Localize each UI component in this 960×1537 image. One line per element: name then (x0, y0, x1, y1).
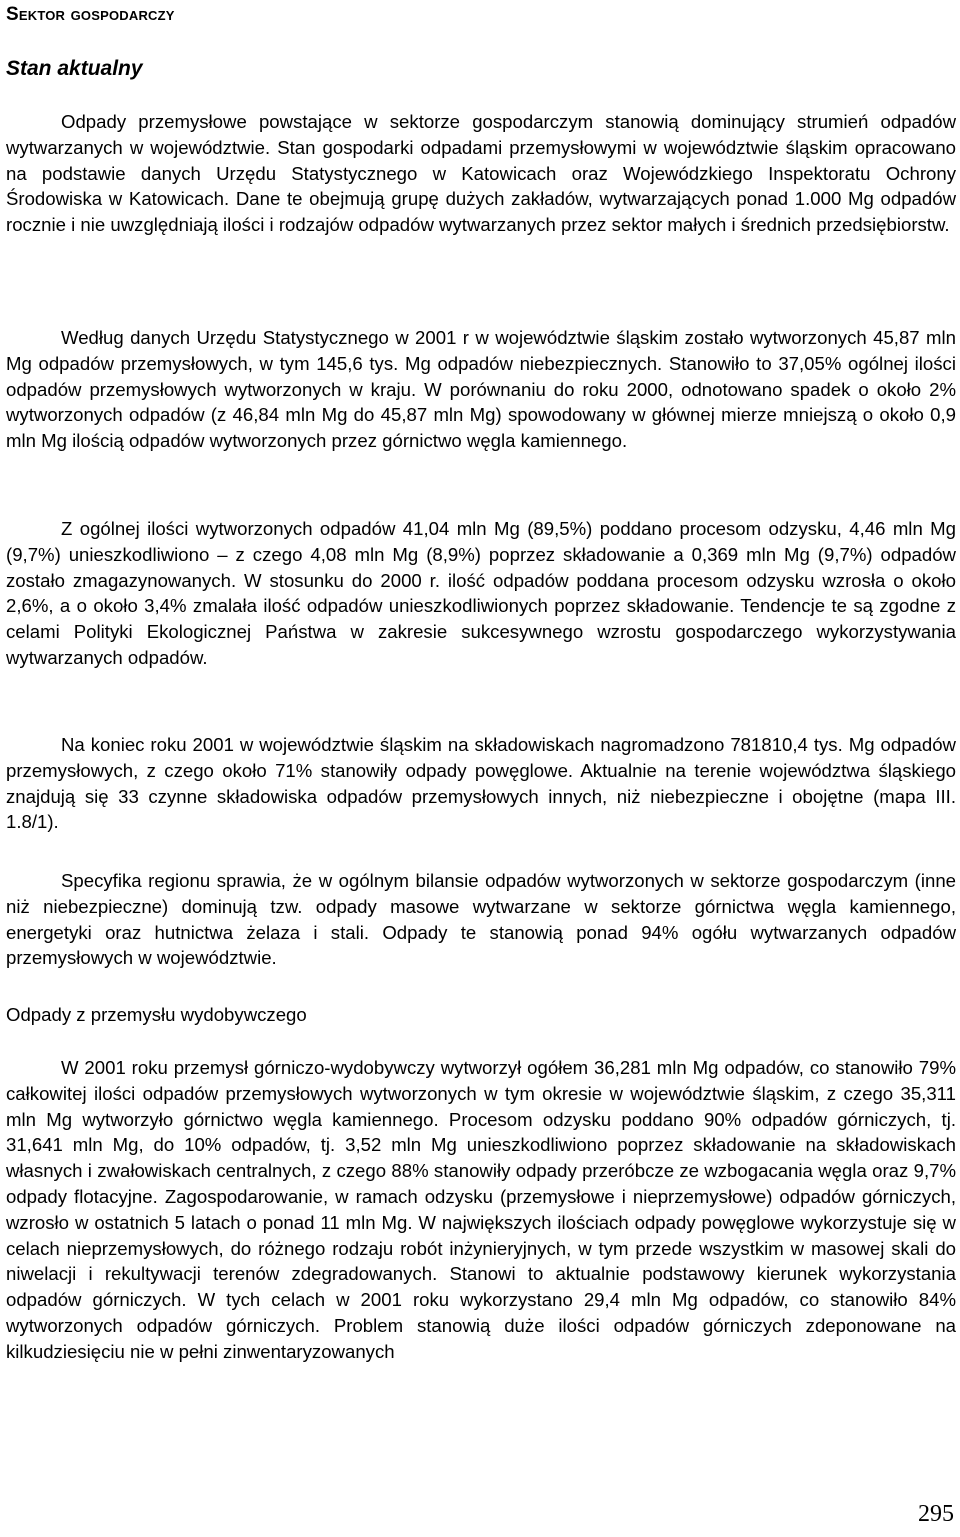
paragraph-5: Specyfika regionu sprawia, że w ogólnym bilansie odpadów wytworzonych w sektorze gospodarczym (inne niż niebezpieczne) dominują tzw. odpady masowe wytwarzane w sektorze górnictwa węgla kamiennego, energetyki oraz hutnictwa żelaza i stali. Odpady te stanowią ponad 94% ogółu wytwarzanych odpadów przemysłowych w województwie. (6, 870, 956, 969)
document-page (6, 0, 956, 1537)
paragraph-2: Według danych Urzędu Statystycznego w 2001 r w województwie śląskim zostało wytworzonych 45,87 mln Mg odpadów przemysłowych, w tym 145,6 tys. Mg odpadów niebezpiecznych. Stanowiło to 37,05% ogólnej ilości odpadów przemysłowych wytworzonych w kraju. W porównaniu do roku 2000, odnotowano spadek o około 2% wytworzonych odpadów (z 46,84 mln Mg do 45,87 mln Mg) spowodowany w głównej mierze mniejszą o około 0,9 mln Mg ilością odpadów wytworzonych przez górnictwo węgla kamiennego. (6, 327, 956, 452)
paragraph-3: Z ogólnej ilości wytworzonych odpadów 41,04 mln Mg (89,5%) poddano procesom odzysku, 4,46 mln Mg (9,7%) unieszkodliwiono – z czego 4,08 mln Mg (8,9%) poprzez składowanie a 0,369 mln Mg (9,7%) odpadów zostało zmagazynowanych. W stosunku do 2000 r. ilość odpadów poddana procesom odzysku wzrosła o około 2,6%, a o około 3,4% zmalała ilość odpadów unieszkodliwionych poprzez składowanie. Tendencje te są zgodne z celami Polityki Ekologicznej Państwa w zakresie sukcesywnego wzrostu gospodarczego wykorzystywania wytwarzanych odpadów. (6, 518, 956, 668)
subsection-title: Stan aktualny (6, 57, 143, 80)
paragraph-mining: W 2001 roku przemysł górniczo-wydobywczy wytworzył ogółem 36,281 mln Mg odpadów, co stanowiło 79% całkowitej ilości odpadów przemysłowych wytworzonych w tym okresie w województwie śląskim, z czego 35,311 mln Mg wytworzyło górnictwo węgla kamiennego. Procesom odzysku poddano 90% odpadów górniczych, tj. 31,641 mln Mg, do 10% odpadów, tj. 3,52 mln Mg unieszkodliwiono poprzez składowanie na składowiskach własnych i zwałowiskach centralnych, z czego 88% stanowiły odpady przeróbcze ze wzbogacania węgla oraz 9,7% odpady flotacyjne. Zagospodarowanie, w ramach odzysku (przemysłowe i nieprzemysłowe) odpadów górniczych, wzrosło w ostatnich 5 latach o ponad 11 mln Mg. W największych ilościach odpady powęglowe wykorzystuje się w celach nieprzemysłowych, do różnego rodzaju robót inżynieryjnych, w tym przede wszystkim w masowej skali do niwelacji i rekultywacji terenów zdegradowanych. Stanowi to aktualnie podstawowy kierunek wykorzystania odpadów górniczych. W tych celach w 2001 roku wykorzystano 29,4 mln Mg odpadów, co stanowiło 84% wytworzonych odpadów górniczych. Problem stanowią duże ilości odpadów górniczych zdeponowane na kilkudziesięciu nie w pełni zinwentaryzowanych (6, 1057, 956, 1362)
mining-waste-heading: Odpady z przemysłu wydobywczego (6, 1004, 307, 1025)
page-number: 295 (918, 1501, 954, 1527)
paragraph-4: Na koniec roku 2001 w województwie śląskim na składowiskach nagromadzono 781810,4 tys. Mg odpadów przemysłowych, z czego około 71% stanowiły odpady powęglowe. Aktualnie na terenie województwa śląskiego znajdują się 33 czynne składowiska odpadów przemysłowych innych, niż niebezpieczne i obojętne (mapa III. 1.8/1). (6, 734, 956, 833)
section-title: Sektor gospodarczy (6, 4, 175, 25)
paragraph-1: Odpady przemysłowe powstające w sektorze gospodarczym stanowią dominujący strumień odpadów wytwarzanych w województwie. Stan gospodarki odpadami przemysłowymi w województwie śląskim opracowano na podstawie danych Urzędu Statystycznego w Katowicach oraz Wojewódzkiego Inspektoratu Ochrony Środowiska w Katowicach. Dane te obejmują grupę dużych zakładów, wytwarzających ponad 1.000 Mg odpadów rocznie i nie uwzględniają ilości i rodzajów odpadów wytwarzanych przez sektor małych i średnich przedsiębiorstw. (6, 111, 956, 236)
